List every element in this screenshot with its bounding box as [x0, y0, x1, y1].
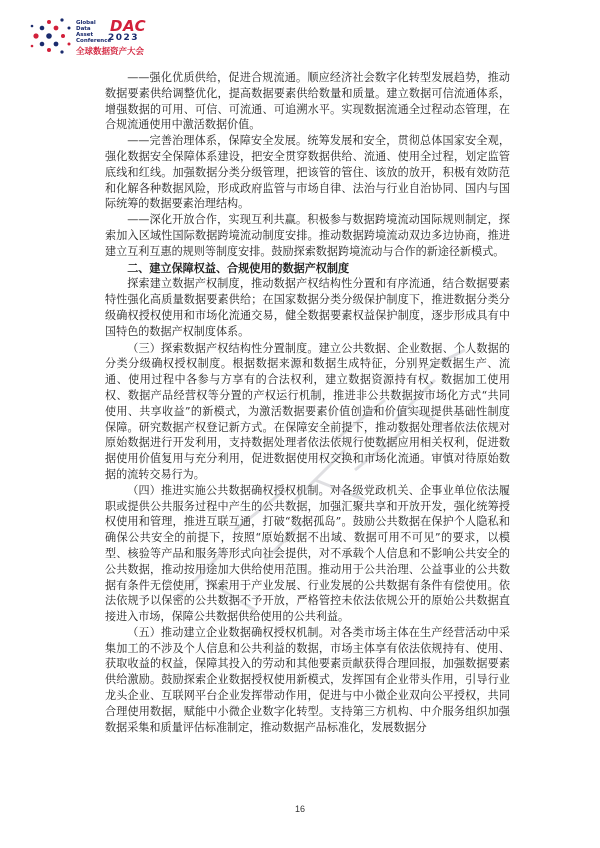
logo-chinese-name: 全球数据资产大会	[76, 47, 145, 57]
paragraph: ——深化开放合作，实现互利共赢。积极参与数据跨境流动国际规则制定，探索加入区域性国际数据跨境流动制度安排。推动数据跨境流动双边多边协商，推进建立互利互惠的规则等制度安排。鼓励探索数据跨境流动与合作的新途径新模式。	[105, 213, 510, 258]
paragraph: （三）探索数据产权结构性分置制度。建立公共数据、企业数据、个人数据的分类分级确权授权制度。根据数据来源和数据生成特征，分别界定数据生产、流通、使用过程中各参与方享有的合法权利，建立数据资源持有权、数据加工使用权、数据产品经营权等分置的产权运行机制，推进非公共数据按市场化方式“共同使用、共享收益”的新模式，为激活数据要素价值创造和价值实现提供基础性制度保障。研究数据产权登记新方式。在保障安全前提下，推动数据处理者依法依规对原始数据进行开发利用，支持数据处理者依法依规行使数据应用相关权利，促进数据使用价值复用与充分利用，促进数据使用权交换和市场化流通。审慎对待原始数据的流转交易行为。	[105, 341, 510, 481]
paragraph: ——强化优质供给，促进合规流通。顺应经济社会数字化转型发展趋势，推动数据要素供给调整优化，提高数据要素供给数量和质量。建立数据可信流通体系，增强数据的可用、可信、可流通、可追溯水平。实现数据流通全过程动态管理，在合规流通使用中激活数据价值。	[105, 71, 510, 132]
dot-globe-icon	[28, 14, 76, 58]
page-number: 16	[294, 804, 305, 814]
paragraph: （五）推动建立企业数据确权授权机制。对各类市场主体在生产经营活动中采集加工的不涉及个人信息和公共利益的数据，市场主体享有依法依规持有、使用、获取收益的权益，保障其投入的劳动和其他要素贡献获得合理回报，加强数据要素供给激励。鼓励探索企业数据授权使用新模式，发挥国有企业带头作用，引导行业龙头企业、互联网平台企业发挥带动作用，促进与中小微企业双向公平授权，共同合理使用数据，赋能中小微企业数字化转型。支持第三方机构、中介服务组织加强数据采集和质量评估标准制定，推动数据产品标准化，发展数据分	[105, 625, 510, 734]
paragraph: （四）推进实施公共数据确权授权机制。对各级党政机关、企事业单位依法履职或提供公共服务过程中产生的公共数据，加强汇聚共享和开放开发，强化统筹授权使用和管理，推进互联互通，打破“数据孤岛”。鼓励公共数据在保护个人隐私和确保公共安全的前提下，按照“原始数据不出域、数据可用不可见”的要求，以模型、核验等产品和服务等形式向社会提供，对不承载个人信息和不影响公共安全的公共数据，推动按用途加大供给使用范围。推动用于公共治理、公益事业的公共数据有条件无偿使用，探索用于产业发展、行业发展的公共数据有条件有偿使用。依法依规予以保密的公共数据不予开放，严格管控未依法依规公开的原始公共数据直接进入市场，保障公共数据供给使用的公共利益。	[105, 483, 510, 624]
logo-english-text: Global Data Asset Conference	[76, 20, 112, 44]
document-body	[105, 70, 510, 735]
paragraph: ——完善治理体系，保障安全发展。统筹发展和安全，贯彻总体国家安全观，强化数据安全保障体系建设，把安全贯穿数据供给、流通、使用全过程，划定监管底线和红线。加强数据分类分级管理，把该管的管住、该放的放开，积极有效防范和化解各种数据风险，形成政府监管与市场自律、法治与行业自治协同、国内与国际统筹的数据要素治理结构。	[105, 134, 510, 211]
logo-year: 2023	[108, 33, 140, 43]
conference-logo	[28, 14, 148, 58]
paragraph: 探索建立数据产权制度，推动数据产权结构性分置和有序流通，结合数据要素特性强化高质量数据要素供给；在国家数据分类分级保护制度下，推进数据分类分级确权授权使用和市场化流通交易，健全数据要素权益保护制度，逐步形成具有中国特色的数据产权制度体系。	[105, 277, 510, 338]
logo-dac: DAC	[110, 17, 147, 35]
section-heading: 二、建立保障权益、合规使用的数据产权制度	[127, 261, 350, 275]
